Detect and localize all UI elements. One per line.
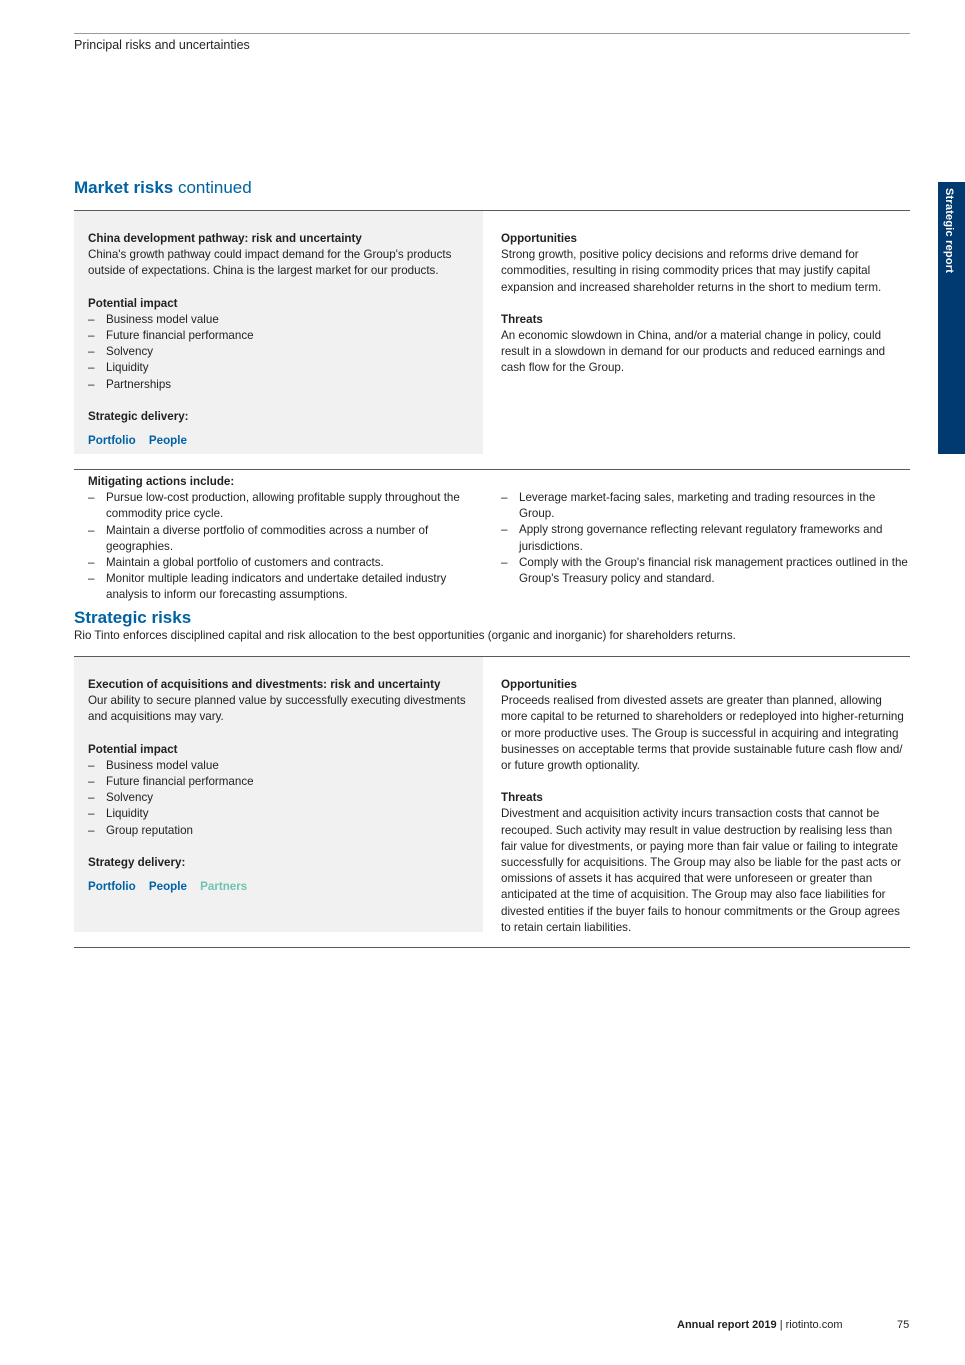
strategic-threat-text: Divestment and acquisition activity incurs transaction costs that cannot be recouped. Such activity may result in value destruction by realising less than fair value for divestments, or paying more than fair value or failing to integrate successfully for acquisitions. The Group may also be liable for the past acts or omissions of assets it has acquired that were unforeseen or greater than anticipated at the time of acquisition. The Group may also face liabilities for divested entities if the buyer fails to honour commitments or the Group agrees to retain certain liabilities. bbox=[501, 807, 901, 934]
list-item: – Solvency bbox=[88, 790, 468, 806]
strategic-opp-block bbox=[501, 677, 910, 936]
strategic-risk-text: Our ability to secure planned value by successfully executing divestments and acquisitions may vary. bbox=[88, 694, 466, 724]
strategic-opp-text: Proceeds realised from divested assets are greater than planned, allowing more capital to be returned to shareholders or redeployed into higher-returning or more productive uses. The Group is successful in acquiring and integrating businesses on acceptable terms that provide sustainable future cash flow and/ or future growth optionality. bbox=[501, 694, 904, 773]
market-impact-list bbox=[88, 312, 468, 393]
strategic-threat-heading: Threats bbox=[501, 791, 543, 805]
side-tab-label: Strategic report bbox=[943, 188, 955, 274]
list-item: – Liquidity bbox=[88, 806, 468, 822]
strategic-risk-block bbox=[88, 677, 468, 895]
list-item: – Business model value bbox=[88, 312, 468, 328]
strategic-risk-heading: Execution of acquisitions and divestments: risk and uncertainty bbox=[88, 678, 441, 691]
list-item: – Partnerships bbox=[88, 377, 468, 393]
strategic-impact-heading: Potential impact bbox=[88, 742, 178, 756]
market-title-suffix: continued bbox=[177, 178, 252, 197]
market-opp-block bbox=[501, 231, 910, 377]
list-item: – Business model value bbox=[88, 758, 468, 774]
list-item: – Solvency bbox=[88, 344, 468, 360]
strategic-tags bbox=[88, 879, 468, 895]
market-delivery-heading: Strategic delivery: bbox=[88, 409, 189, 423]
tag-people: People bbox=[148, 880, 187, 894]
list-item: – Group reputation bbox=[88, 823, 468, 839]
list-item: – Future financial performance bbox=[88, 328, 468, 344]
strategic-opp-heading: Opportunities bbox=[501, 678, 577, 691]
list-item: – Maintain a global portfolio of customers and contracts. bbox=[88, 555, 485, 571]
list-item: – Comply with the Group's financial risk management practices outlined in the Group's Treasury policy and standard. bbox=[501, 555, 910, 587]
list-item: – Leverage market-facing sales, marketing and trading resources in the Group. bbox=[501, 490, 910, 522]
market-risk-text: China's growth pathway could impact demand for the Group's products outside of expectations. China is the largest market for our products. bbox=[88, 248, 452, 278]
market-title-main: Market risks bbox=[74, 178, 174, 197]
market-tags bbox=[88, 433, 468, 449]
tag-partners: Partners bbox=[200, 880, 248, 894]
mitigation-left bbox=[88, 474, 485, 604]
mitigation-list-right bbox=[501, 490, 910, 587]
strategic-impact-list bbox=[88, 758, 468, 839]
page-number: 75 bbox=[897, 1319, 910, 1331]
market-threat-heading: Threats bbox=[501, 312, 543, 326]
list-item: – Maintain a diverse portfolio of commodities across a number of geographies. bbox=[88, 523, 485, 555]
list-item: – Monitor multiple leading indicators and undertake detailed industry analysis to inform our forecasting assumptions. bbox=[88, 571, 485, 603]
footer-site[interactable]: riotinto.com bbox=[785, 1319, 843, 1331]
footer-separator: | bbox=[779, 1319, 783, 1331]
market-risk-heading: China development pathway: risk and uncertainty bbox=[88, 232, 362, 245]
strategic-bottom-rule bbox=[74, 947, 910, 948]
mitigation-list-left bbox=[88, 490, 485, 603]
side-tab[interactable] bbox=[938, 182, 965, 454]
mitigation-heading: Mitigating actions include: bbox=[88, 475, 235, 488]
mitigation-rule bbox=[74, 469, 910, 470]
tag-portfolio: Portfolio bbox=[88, 434, 136, 448]
tag-people: People bbox=[148, 434, 187, 448]
tag-portfolio: Portfolio bbox=[88, 880, 136, 894]
market-impact-heading: Potential impact bbox=[88, 296, 178, 310]
list-item: – Apply strong governance reflecting relevant regulatory frameworks and jurisdictions. bbox=[501, 522, 910, 554]
footer-report: Annual report 2019 bbox=[677, 1319, 777, 1331]
market-opp-heading: Opportunities bbox=[501, 232, 577, 245]
market-risks-title bbox=[74, 178, 252, 198]
header-rule bbox=[74, 33, 910, 34]
strategic-intro bbox=[74, 628, 910, 644]
market-threat-text: An economic slowdown in China, and/or a material change in policy, could result in a slowdown in demand for our products and reduced earnings and cash flow for the Group. bbox=[501, 329, 886, 375]
list-item: – Pursue low-cost production, allowing profitable supply throughout the commodity price cycle. bbox=[88, 490, 485, 522]
list-item: – Liquidity bbox=[88, 360, 468, 376]
mitigation-right bbox=[501, 490, 910, 587]
footer-citation bbox=[677, 1319, 842, 1331]
running-header: Principal risks and uncertainties bbox=[74, 38, 250, 52]
market-risk-block bbox=[88, 231, 468, 449]
strategic-risks-title: Strategic risks bbox=[74, 608, 192, 627]
list-item: – Future financial performance bbox=[88, 774, 468, 790]
strategic-intro-text: Rio Tinto enforces disciplined capital and risk allocation to the best opportunities (organic and inorganic) for shareholders returns. bbox=[74, 629, 736, 642]
strategic-delivery-heading: Strategy delivery: bbox=[88, 855, 186, 869]
market-opp-text: Strong growth, positive policy decisions and reforms drive demand for commodities, resulting in rising commodity prices that may justify capital expansion and increased shareholder returns in the short to medium term. bbox=[501, 248, 882, 294]
